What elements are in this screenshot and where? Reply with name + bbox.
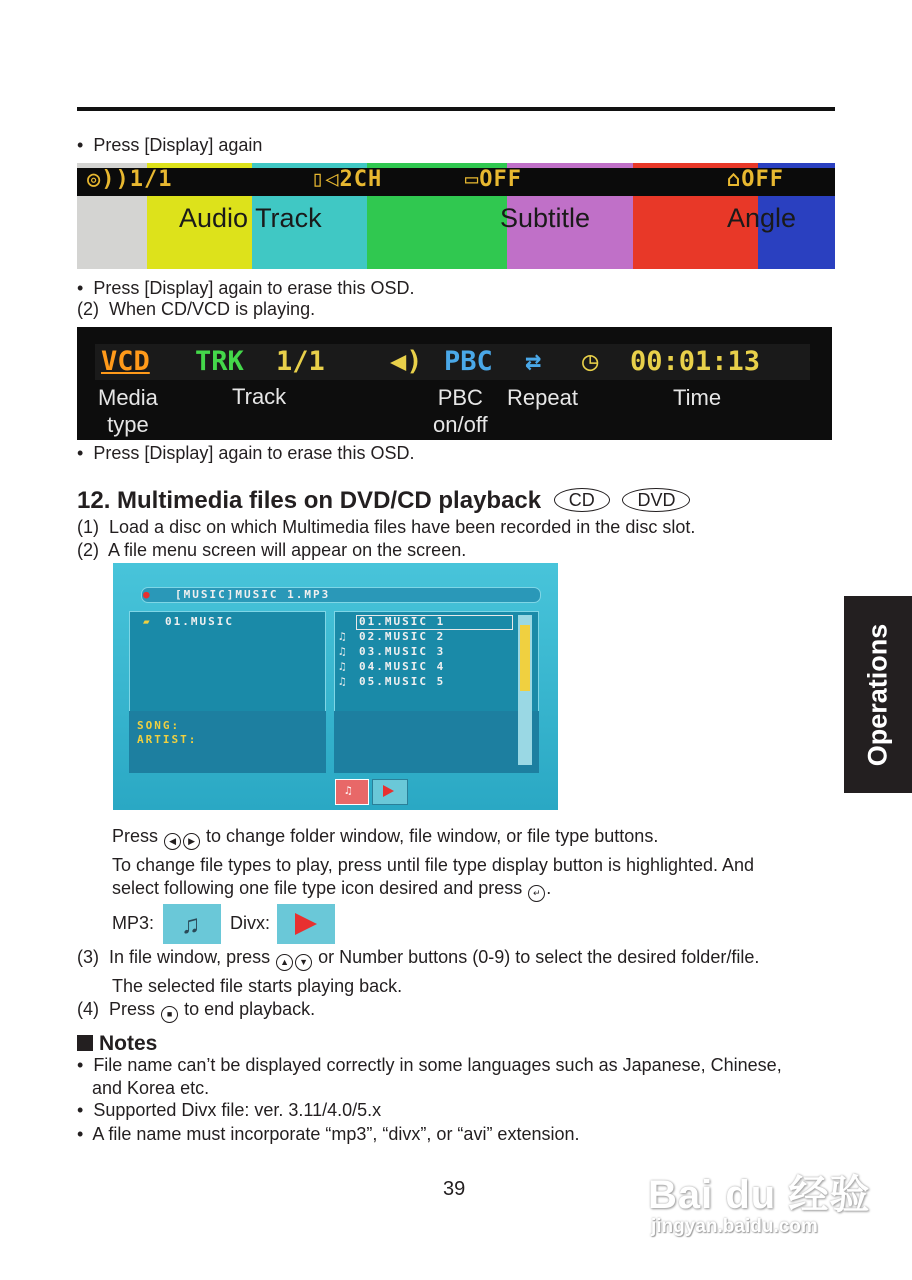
note-item: • File name can’t be displayed correctly in some languages such as Japanese, Chinese, xyxy=(77,1055,782,1075)
page-number: 39 xyxy=(443,1178,466,1200)
instr-change-types-2: select following one file type icon desired and press ↵ . xyxy=(112,877,551,902)
osd-status-strip xyxy=(77,168,835,196)
time-status: 00:01:13 xyxy=(630,346,761,377)
file-item[interactable]: 01.MUSIC 1 xyxy=(359,615,446,628)
baidu-watermark-url: jingyan.baidu.com xyxy=(651,1216,818,1237)
stop-button-icon: ■ xyxy=(161,1006,178,1023)
instr-change-types-1: To change file types to play, press until file type display button is highlighted. And xyxy=(112,855,755,875)
clock-icon: ◷ xyxy=(582,346,599,377)
step-4: (4) Press ■ to end playback. xyxy=(77,998,315,1023)
step-2: (2) A file menu screen will appear on the screen. xyxy=(77,540,467,560)
cd-badge: CD xyxy=(554,488,610,512)
note-item-cont: and Korea etc. xyxy=(92,1078,210,1098)
file-window-lower xyxy=(334,711,539,773)
trk-status: TRK xyxy=(195,346,244,377)
music-note-icon: ♫ xyxy=(339,630,348,643)
media-status: VCD xyxy=(101,346,150,377)
up-button-icon: ▲ xyxy=(276,954,293,971)
baidu-watermark: Bai du 经验 xyxy=(648,1173,871,1217)
artist-label: ARTIST: xyxy=(137,733,198,746)
camera-icon: ⌂ xyxy=(727,167,742,192)
subtitle-label: Subtitle xyxy=(500,203,591,233)
pbc-status: PBC xyxy=(444,346,493,377)
track-status: 1/1 xyxy=(276,346,325,377)
music-note-icon: ♫ xyxy=(181,909,201,940)
bullet-press-display: • Press [Display] again xyxy=(77,135,263,155)
right-button-icon: ▶ xyxy=(183,833,200,850)
step-2-cd: (2) When CD/VCD is playing. xyxy=(77,299,316,319)
mp3-file-icon xyxy=(163,904,221,944)
subtitle-status: ▭OFF xyxy=(465,167,522,192)
notes-heading: Notes xyxy=(77,1032,157,1056)
divx-file-icon xyxy=(277,904,335,944)
osd-colorbar-image xyxy=(77,163,835,269)
down-button-icon: ▼ xyxy=(295,954,312,971)
channels-status: ▯◁2CH xyxy=(311,167,383,192)
file-item[interactable]: 02.MUSIC 2 xyxy=(359,630,446,643)
operations-side-tab: Operations xyxy=(844,596,912,793)
scrollbar-thumb[interactable] xyxy=(520,625,530,691)
angle-status: ⌂OFF xyxy=(727,167,784,192)
step-1: (1) Load a disc on which Multimedia files have been recorded in the disc slot. xyxy=(77,517,696,537)
music-note-icon: ♫ xyxy=(339,660,348,673)
music-note-icon: ♫ xyxy=(339,645,348,658)
music-note-icon: ♫ xyxy=(339,675,348,688)
audio-track-label: Audio Track xyxy=(179,203,322,233)
dolby-icon: ▯◁ xyxy=(311,167,340,192)
step-3: (3) In file window, press ▲ ▼ or Number buttons (0-9) to select the desired folder/file. xyxy=(77,946,759,971)
track-label: Track xyxy=(232,384,287,409)
top-rule xyxy=(77,107,835,111)
angle-label: Angle xyxy=(727,203,797,233)
left-button-icon: ◀ xyxy=(164,833,181,850)
folder-icon: ▰ xyxy=(143,615,152,628)
section-heading: 12. Multimedia files on DVD/CD playback CD DVD xyxy=(77,487,690,515)
music-note-icon: ♫ xyxy=(345,784,354,797)
pbc-label: PBC on/off xyxy=(433,385,488,437)
file-menu-image xyxy=(113,563,558,810)
media-type-label: Media type xyxy=(98,385,158,437)
bullet-erase-1: • Press [Display] again to erase this OSD. xyxy=(77,278,415,298)
subtitle-icon: ▭ xyxy=(465,167,480,192)
play-icon xyxy=(383,785,394,797)
step-3-result: The selected file starts playing back. xyxy=(112,976,403,996)
play-icon xyxy=(295,913,317,935)
repeat-icon: ⇄ xyxy=(525,346,542,377)
folder-item[interactable]: 01.MUSIC xyxy=(165,615,234,628)
time-label: Time xyxy=(673,385,722,410)
file-item[interactable]: 03.MUSIC 3 xyxy=(359,645,446,658)
speaker-icon: ◀︎) xyxy=(390,346,423,377)
audio-status: ◎))1/1 xyxy=(87,167,173,192)
repeat-label: Repeat xyxy=(507,385,578,410)
disc-icon: ● xyxy=(143,588,152,601)
osd-vcd-image xyxy=(77,327,832,440)
note-item: • Supported Divx file: ver. 3.11/4.0/5.x xyxy=(77,1100,382,1120)
bullet-erase-2: • Press [Display] again to erase this OSD. xyxy=(77,443,415,463)
note-item: • A file name must incorporate “mp3”, “divx”, or “avi” extension. xyxy=(77,1124,580,1144)
square-bullet-icon xyxy=(77,1035,93,1051)
dvd-badge: DVD xyxy=(622,488,690,512)
file-type-icons-row: MP3: ♫ Divx: xyxy=(112,903,335,943)
file-item[interactable]: 04.MUSIC 4 xyxy=(359,660,446,673)
audio-icon: ◎)) xyxy=(87,167,130,192)
path-text: [MUSIC]MUSIC 1.MP3 xyxy=(175,588,331,601)
enter-button-icon: ↵ xyxy=(528,885,545,902)
song-label: SONG: xyxy=(137,719,181,732)
file-item[interactable]: 05.MUSIC 5 xyxy=(359,675,446,688)
instr-change-windows: Press ◀ ▶ to change folder window, file window, or file type buttons. xyxy=(112,825,658,850)
